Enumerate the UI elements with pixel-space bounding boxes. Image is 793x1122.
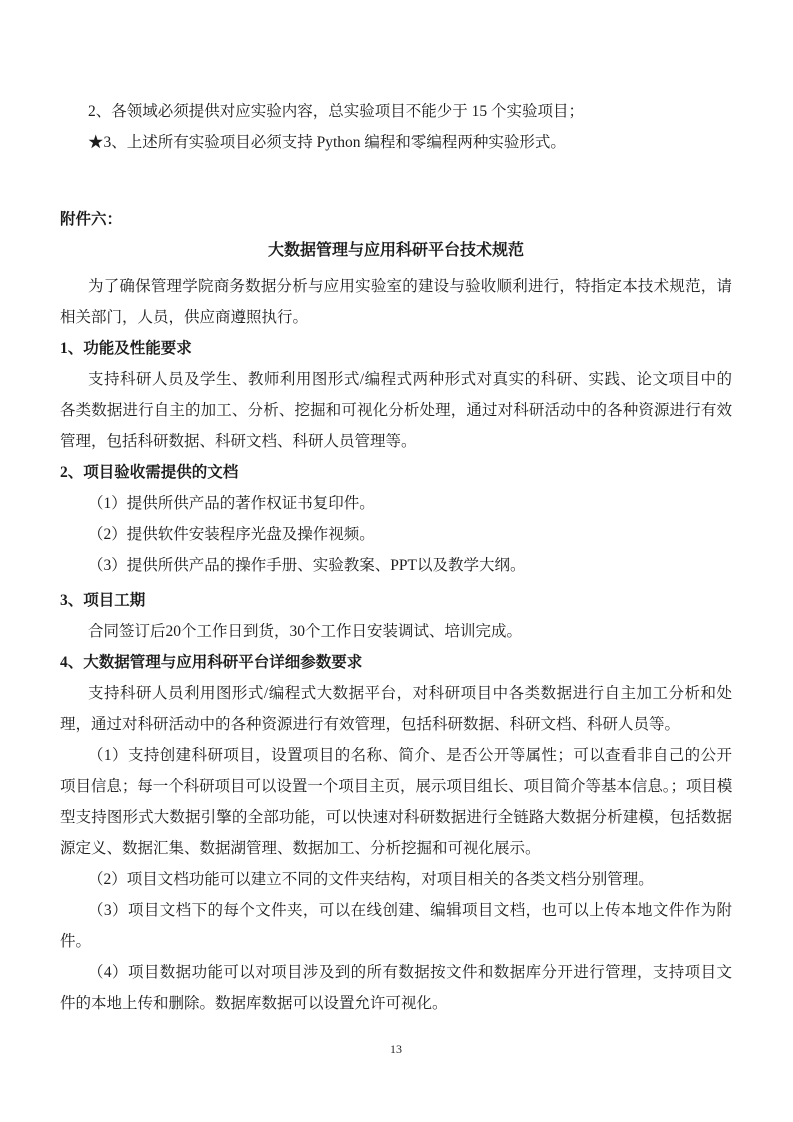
intro-line: 相关部门，人员，供应商遵照执行。 <box>60 309 309 326</box>
body-line: 各类数据进行自主的加工、分析、挖掘和可视化分析处理，通过对科研活动中的各种资源进行有效 <box>60 402 732 419</box>
body-line: 合同签订后20个工作日到货，30个工作日安装调试、培训完成。 <box>88 623 523 640</box>
body-line-numbered-item: （2）项目文档功能可以建立不同的文件夹结构，对项目相关的各类文档分别管理。 <box>88 871 654 888</box>
body-line-numbered-item: （1）提供所供产品的著作权证书复印件。 <box>88 495 375 512</box>
section-heading-1: 1、功能及性能要求 <box>60 340 192 357</box>
body-line: 管理，包括科研数据、科研文档、科研人员管理等。 <box>60 433 417 450</box>
body-line: 支持科研人员及学生、教师利用图形式/编程式两种形式对真实的科研、实践、论文项目中的 <box>88 371 732 388</box>
body-line-numbered-item: （3）项目文档下的每个文件夹，可以在线创建、编辑项目文档，也可以上传本地文件作为附 <box>88 902 732 919</box>
spec-requirement-item: 2、各领域必须提供对应实验内容，总实验项目不能少于 15 个实验项目； <box>88 103 585 120</box>
body-line: 型支持图形式大数据引擎的全部功能，可以快速对科研数据进行全链路大数据分析建模，包括数据 <box>60 809 732 826</box>
body-line: 源定义、数据汇集、数据湖管理、数据加工、分析挖掘和可视化展示。 <box>60 840 541 857</box>
section-heading-2: 2、项目验收需提供的文档 <box>60 464 239 481</box>
document-content <box>60 0 732 1065</box>
body-line: 理，通过对科研活动中的各种资源进行有效管理，包括科研数据、科研文档、科研人员等。 <box>60 716 681 733</box>
body-line-numbered-item: （3）提供所供产品的操作手册、实验教案、PPT以及教学大纲。 <box>88 557 526 574</box>
spec-requirement-item-starred: ★3、上述所有实验项目必须支持 Python 编程和零编程两种实验形式。 <box>88 134 566 151</box>
body-line: 支持科研人员利用图形式/编程式大数据平台，对科研项目中各类数据进行自主加工分析和处 <box>88 685 732 702</box>
intro-line: 为了确保管理学院商务数据分析与应用实验室的建设与验收顺利进行，特指定本技术规范，请 <box>88 278 732 295</box>
body-line-numbered-item: （2）提供软件安装程序光盘及操作视频。 <box>88 526 375 543</box>
page-number: 13 <box>390 1042 402 1056</box>
body-line-numbered-item: （4）项目数据功能可以对项目涉及到的所有数据按文件和数据库分开进行管理，支持项目文 <box>88 964 732 981</box>
body-line-numbered-item: （1）支持创建科研项目，设置项目的名称、简介、是否公开等属性；可以查看非自己的公开 <box>88 747 732 764</box>
body-line: 件的本地上传和删除。数据库数据可以设置允许可视化。 <box>60 995 448 1012</box>
section-heading-3: 3、项目工期 <box>60 592 146 609</box>
attachment-label: 附件六： <box>60 211 123 228</box>
body-line: 件。 <box>60 933 92 950</box>
body-line: 项目信息；每一个科研项目可以设置一个项目主页，展示项目组长、项目简介等基本信息。；项目模 <box>60 778 732 795</box>
section-heading-4: 4、大数据管理与应用科研平台详细参数要求 <box>60 654 363 671</box>
document-title: 大数据管理与应用科研平台技术规范 <box>267 242 524 259</box>
